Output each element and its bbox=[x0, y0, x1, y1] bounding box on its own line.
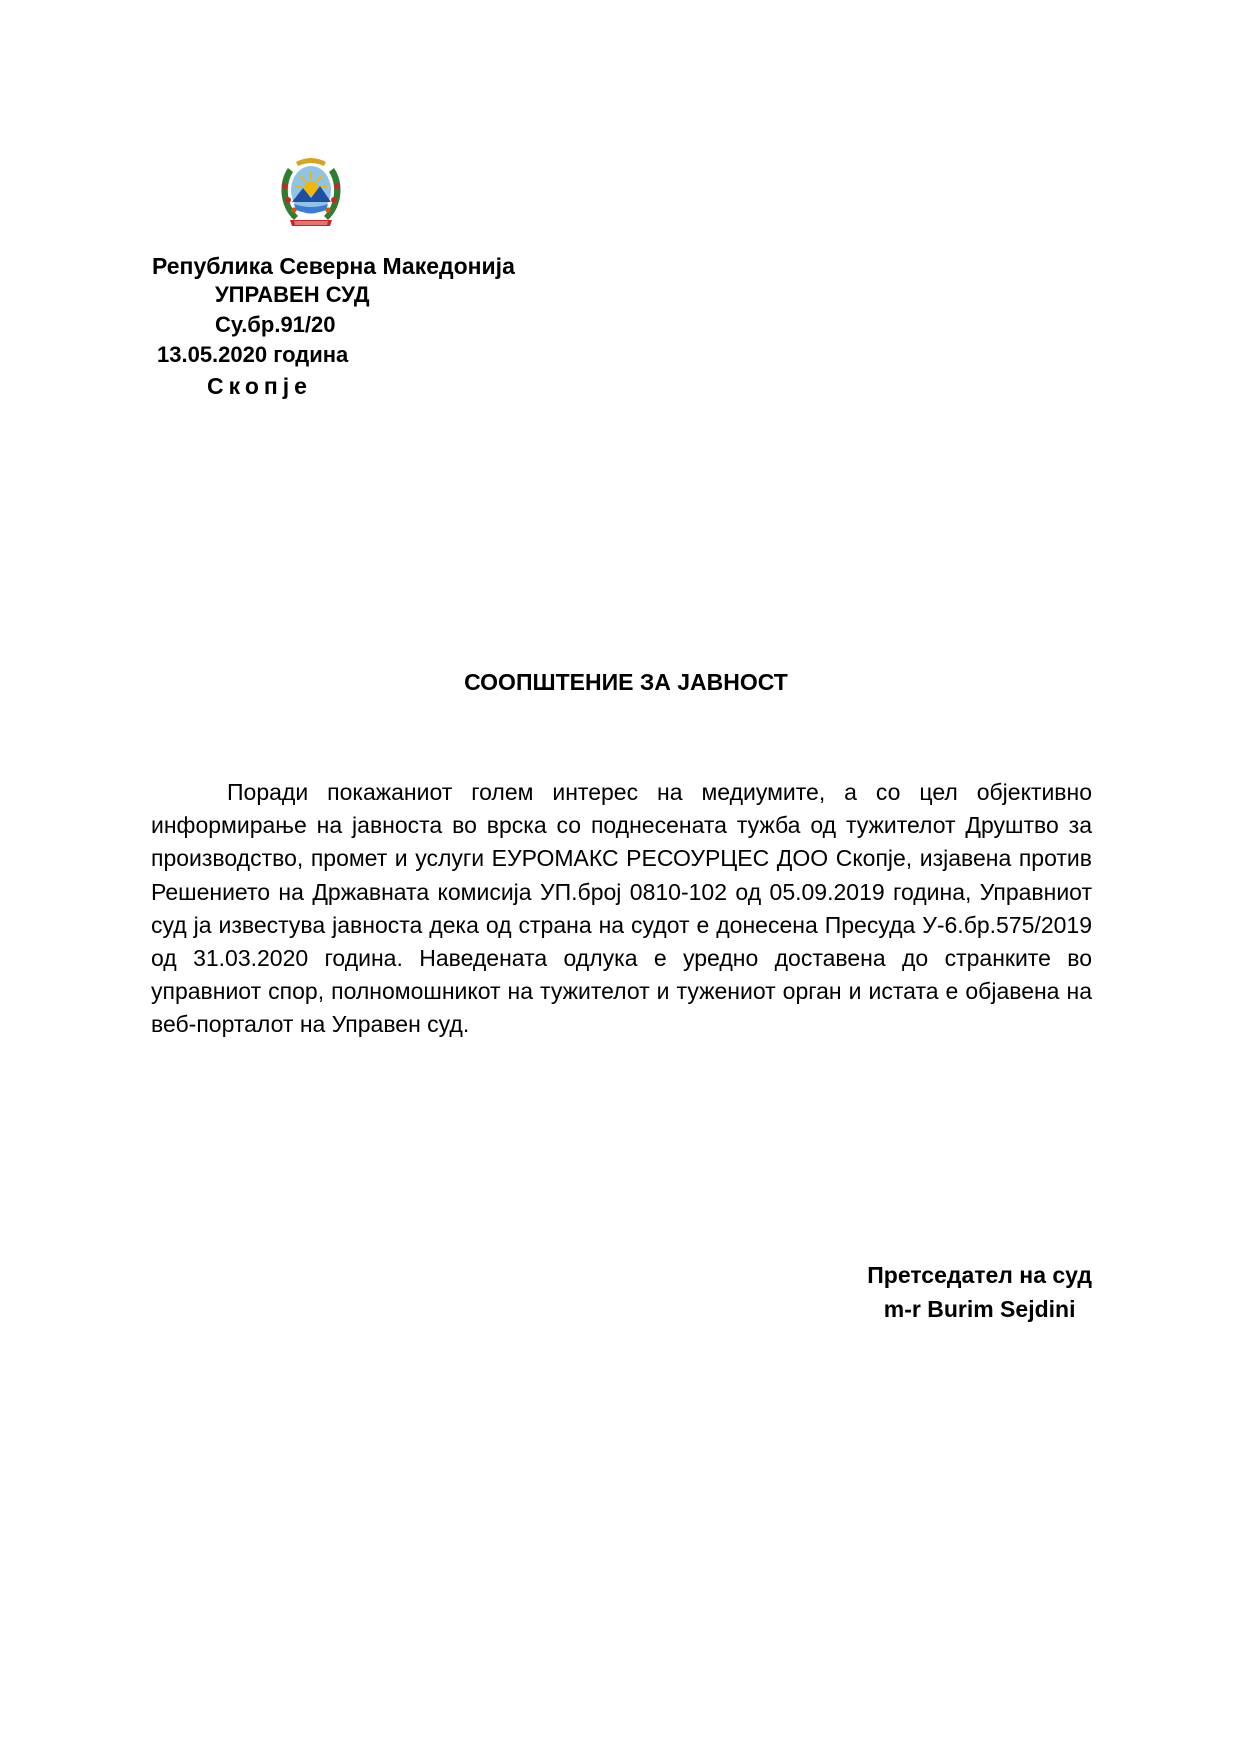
coat-of-arms-icon bbox=[276, 150, 346, 232]
country-name: Република Северна Македонија bbox=[152, 253, 515, 279]
city-name: Скопје bbox=[207, 373, 312, 399]
signatory-title: Претседател на суд bbox=[867, 1262, 1092, 1288]
reference-number: Су.бр.91/20 bbox=[215, 312, 336, 337]
title-text: СООПШТЕНИЕ ЗА ЈАВНОСТ bbox=[464, 669, 788, 695]
court-name: УПРАВЕН СУД bbox=[215, 282, 370, 307]
signature-block bbox=[867, 1258, 1092, 1326]
announcement-paragraph: Поради покажаниот голем интерес на медиумите, а со цел објективно информирање на јавноста во врска со поднесената тужба од тужителот Друштво за производство, промет и услуги ЕУРОМАКС РЕСОУРЦЕС ДОО Скопје, изјавена против Решението на Државната комисија УП.број 0810-102 од 05.09.2019 година, Управниот суд ја известува јавноста дека од страна на судот е донесена Пресуда У-6.бр.575/2019 од 31.03.2020 година. Наведената одлука е уредно доставена до странките во управниот спор, полномошникот на тужителот и тужениот орган и истата е објавена на веб-порталот на Управен суд. bbox=[151, 779, 1092, 1038]
document-title bbox=[0, 669, 1240, 696]
signatory-name: m-r Burim Sejdini bbox=[883, 1296, 1076, 1322]
document-date: 13.05.2020 година bbox=[157, 342, 349, 367]
